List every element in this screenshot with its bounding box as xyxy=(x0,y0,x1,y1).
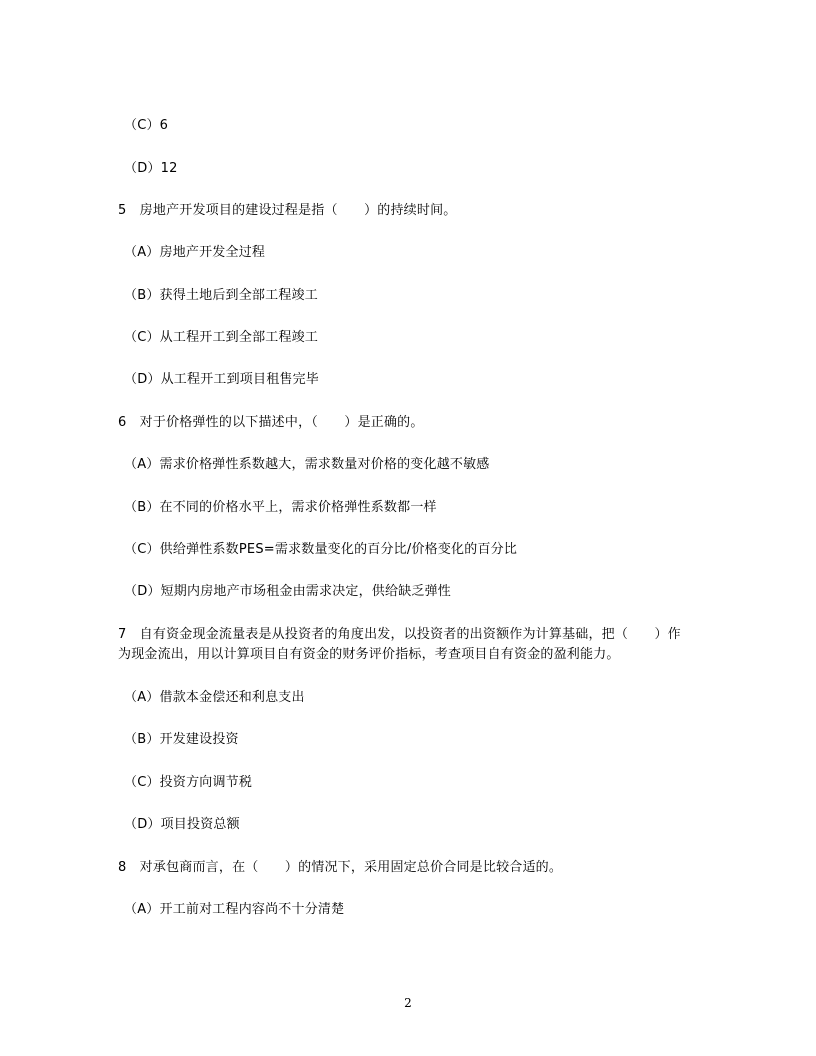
option-a: （A）开工前对工程内容尚不十分清楚 xyxy=(124,902,345,917)
option-c: （C）6 xyxy=(124,118,169,133)
option-a: （A）需求价格弹性系数越大，需求数量对价格的变化越不敏感 xyxy=(124,457,490,472)
option-d: （D）12 xyxy=(124,161,178,176)
option-b: （B）获得土地后到全部工程竣工 xyxy=(124,288,318,303)
question-5: 5 房地产开发项目的建设过程是指（ ）的持续时间。 xyxy=(118,203,457,218)
option-c: （C）从工程开工到全部工程竣工 xyxy=(124,330,319,345)
option-b: （B）在不同的价格水平上，需求价格弹性系数都一样 xyxy=(124,500,437,515)
question-7: 7 自有资金现金流量表是从投资者的角度出发，以投资者的出资额作为计算基础，把（ ）作为现金流出，用以计算项目自有资金的财务评价指标，考查项目自有资金的盈利能力。 xyxy=(118,627,681,662)
option-a: （A）借款本金偿还和利息支出 xyxy=(124,690,305,705)
option-c: （C）投资方向调节税 xyxy=(124,775,253,790)
question-8: 8 对承包商而言，在（ ）的情况下，采用固定总价合同是比较合适的。 xyxy=(118,860,563,875)
option-d: （D）项目投资总额 xyxy=(124,817,240,832)
option-c: （C）供给弹性系数PES=需求数量变化的百分比/价格变化的百分比 xyxy=(124,542,518,557)
page-number: 2 xyxy=(404,996,412,1010)
option-d: （D）短期内房地产市场租金由需求决定，供给缺乏弹性 xyxy=(124,584,452,599)
option-d: （D）从工程开工到项目租售完毕 xyxy=(124,372,320,387)
option-a: （A）房地产开发全过程 xyxy=(124,245,266,260)
question-6: 6 对于价格弹性的以下描述中，（ ）是正确的。 xyxy=(118,415,424,430)
option-b: （B）开发建设投资 xyxy=(124,732,239,747)
